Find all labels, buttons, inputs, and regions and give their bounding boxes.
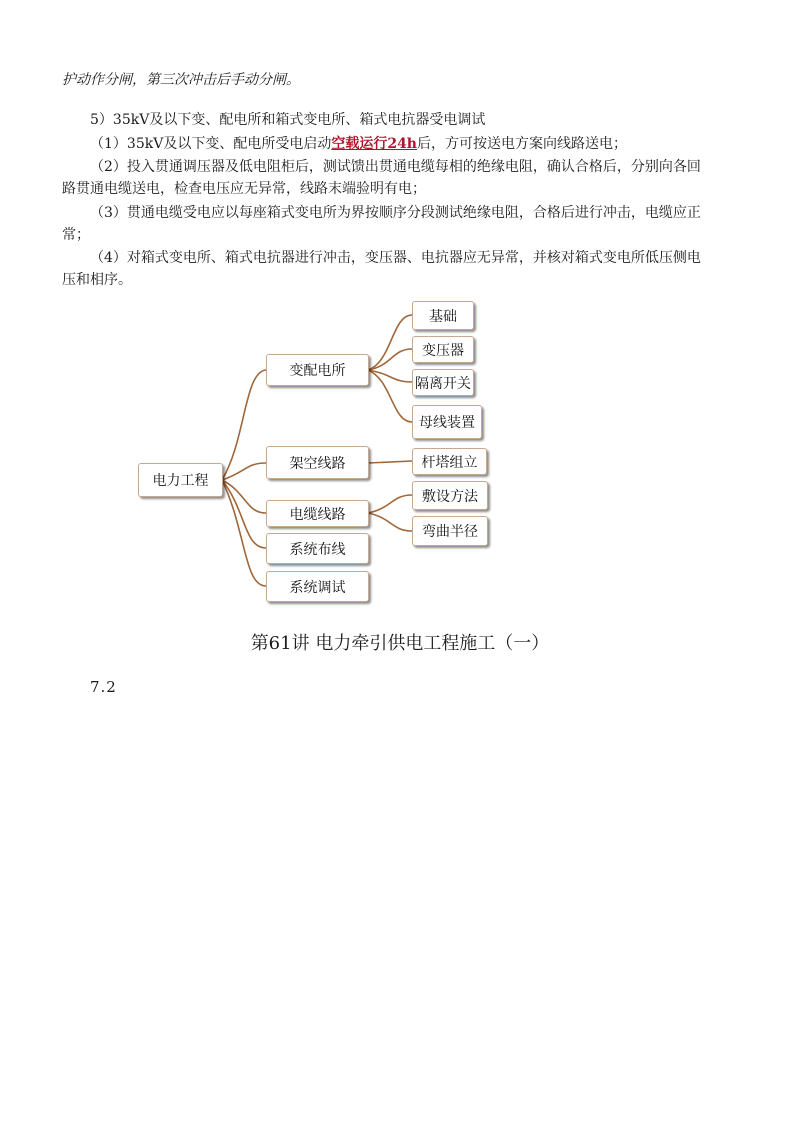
item-4-line-2: 压和相序。: [62, 272, 132, 288]
root-to-xitongtiaoshi: [222, 480, 266, 586]
item-1-text-a: （1）35kV及以下变、配电所受电启动: [90, 136, 332, 152]
b3-to-fushe: [368, 495, 412, 513]
mindmap-leaf-wanqubanjing: 弯曲半径: [412, 516, 488, 546]
section-heading-5: 5）35kV及以下变、配电所和箱式变电所、箱式电抗器受电调试: [90, 112, 486, 128]
item-2-line-1: （2）投入贯通调压器及低电阻柜后，测试馈出贯通电缆每相的绝缘电阻，确认合格后，分别向各回: [90, 159, 701, 175]
mindmap-leaf-gelikaiguan: 隔离开关: [412, 369, 474, 396]
b1-to-gelikaiguan: [368, 370, 412, 382]
mindmap-root: 电力工程: [138, 463, 223, 497]
mindmap-branch-biandiansuo: 变配电所: [266, 354, 369, 386]
mindmap-leaf-muxianzhuangzhi: 母线装置: [412, 405, 482, 439]
paragraph-continuation: 护动作分闸，第三次冲击后手动分闸。: [62, 72, 300, 88]
root-to-xitongbuxian: [222, 480, 266, 548]
mindmap-leaf-fushefangfa: 敷设方法: [412, 481, 488, 510]
mindmap-leaf-jichu: 基础: [412, 301, 474, 330]
highlight-link[interactable]: 空载运行24h: [331, 136, 417, 152]
b2-to-ganta: [368, 461, 412, 463]
mindmap-branch-jiakongxianlu: 架空线路: [266, 446, 369, 479]
item-2-line-2: 路贯通电缆送电，检查电压应无异常，线路末端验明有电；: [62, 181, 426, 197]
mindmap-branch-xitongtiaoshi: 系统调试: [266, 571, 369, 602]
item-4-line-1: （4）对箱式变电所、箱式电抗器进行冲击，变压器、电抗器应无异常，并核对箱式变电所低压侧电: [90, 250, 701, 266]
item-3-line-2: 常；: [62, 227, 90, 243]
mindmap-leaf-bianyaqi: 变压器: [412, 336, 474, 363]
mindmap-branch-xitongbuxian: 系统布线: [266, 533, 369, 564]
b1-to-jichu: [368, 315, 412, 370]
b3-to-wanqu: [368, 513, 412, 531]
item-3-line-1: （3）贯通电缆受电应以每座箱式变电所为界按顺序分段测试绝缘电阻，合格后进行冲击，电缆应正: [90, 205, 701, 221]
item-1-text-b: 后，方可按送电方案向线路送电；: [417, 136, 627, 152]
lecture-title: 第61讲 电力牵引供电工程施工（一）: [250, 633, 550, 654]
b1-to-muxian: [368, 370, 412, 422]
mindmap-leaf-gantazuli: 杆塔组立: [412, 448, 487, 475]
mindmap-branch-dianlanxianlu: 电缆线路: [266, 500, 369, 527]
section-number: 7.2: [90, 678, 117, 696]
